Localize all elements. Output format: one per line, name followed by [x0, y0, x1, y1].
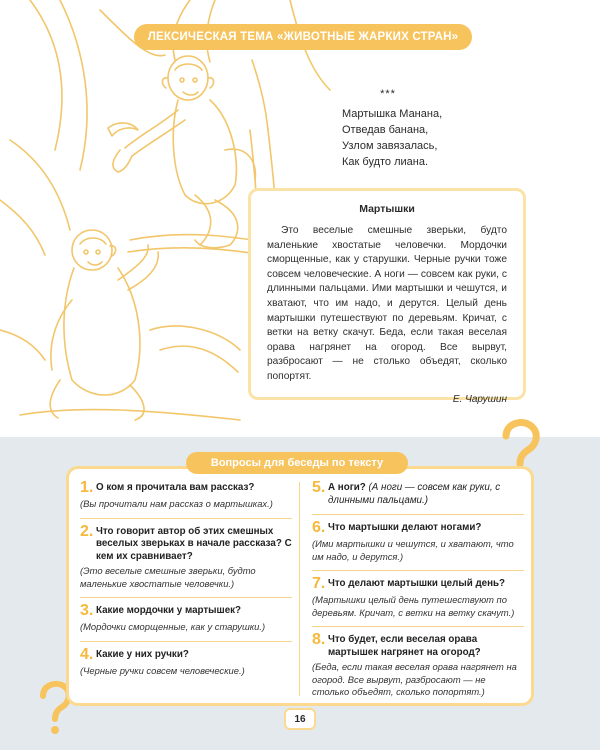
question-number: 5.: [312, 479, 326, 496]
question-number: 4.: [80, 645, 94, 663]
question-answer: (Черные ручки совсем человеческие.): [80, 664, 245, 676]
poem-line: Отведав банана,: [342, 124, 429, 136]
question-answer: (Беда, если такая веселая орава нагрянет на огород. Все вырвут, разбросают — не столько объедят, сколько попортят.): [312, 661, 517, 697]
poem-line: Как будто лиана.: [342, 156, 429, 168]
monkey-body: [173, 100, 236, 204]
poem: [342, 86, 502, 170]
question-item: [312, 631, 524, 706]
question-answer: (Ими мартышки и чешутся, и хватают, что им надо, и дерутся.): [312, 538, 514, 562]
question-text: Что делают мартышки целый день?: [328, 578, 506, 589]
story-card: [248, 188, 526, 405]
question-item: [312, 519, 524, 571]
question-item: [80, 645, 292, 685]
question-number: 6.: [312, 519, 326, 536]
question-answer: (Мартышки целый день путешествуют по деревьям. Кричат, с ветки на ветку скачут.): [312, 594, 515, 618]
question-text: Что будет, если веселая орава мартышек нагрянет на огород?: [328, 634, 481, 658]
palm-leaf: [60, 0, 87, 170]
question-item: [80, 602, 292, 642]
question-text: А ноги?: [328, 482, 366, 493]
poem-separator: ***: [380, 88, 396, 100]
question-answer: (А ноги — совсем как руки, с длинными пальцами.): [328, 482, 501, 506]
question-text: Какие мордочки у мартышек?: [96, 605, 242, 616]
page-number: 16: [284, 708, 316, 730]
poem-line: Узлом завязалась,: [342, 140, 438, 152]
question-text: О ком я прочитала вам рассказ?: [96, 482, 255, 493]
questions-title: Вопросы для беседы по тексту: [186, 452, 408, 474]
question-answer: (Мордочки сморщенные, как у старушки.): [80, 621, 266, 632]
monkey-body: [64, 268, 140, 395]
poem-line: Мартышка Манана,: [342, 108, 443, 120]
question-answer: (Вы прочитали нам рассказ о мартышках.): [80, 498, 273, 509]
palm-leaf: [30, 0, 62, 150]
questions-left-column: [80, 479, 292, 691]
story-title: Мартышки: [359, 203, 415, 215]
question-number: 3.: [80, 602, 94, 619]
question-item: [80, 479, 292, 519]
questions-right-column: [312, 479, 524, 713]
monkey-head: [168, 56, 208, 100]
question-item: [312, 479, 524, 515]
palm-leaf: [0, 200, 45, 255]
question-text: Что говорит автор об этих смешных веселых зверьках в начале рассказа? С кем их сравнивает?: [96, 525, 292, 562]
question-text: Что мартышки делают ногами?: [328, 522, 482, 533]
question-number: 2.: [80, 522, 94, 540]
story-text: Это веселые смешные зверьки, будто маленькие хвостатые человечки. Мордочки сморщенные, как у старушки. Черные ручки тоже совсем человеческие. А ноги — совсем как руки, с длинными пальцами. Ими мартышки и чешутся, и хватают, что им надо, и дерутся. Целый день мартышки путешествуют по деревьям. Кричат, с ветки на ветку скачут. Беда, если такая веселая орава нагрянет на огород. Все вырвут, разбросают — не столько объедят, сколько попортят.: [267, 225, 507, 382]
topic-banner: ЛЕКСИЧЕСКАЯ ТЕМА «ЖИВОТНЫЕ ЖАРКИХ СТРАН»: [134, 24, 472, 50]
question-item: [312, 575, 524, 627]
question-number: 7.: [312, 575, 326, 592]
question-answer: (Это веселые смешные зверьки, будто маленькие хвостатые человечки.): [80, 565, 256, 589]
question-number: 8.: [312, 631, 326, 648]
question-item: [80, 522, 292, 599]
column-divider: [299, 482, 300, 696]
question-number: 1.: [80, 479, 94, 496]
banana: [108, 123, 138, 136]
tree-trunk: [252, 60, 268, 130]
question-text: Какие у них ручки?: [96, 648, 189, 660]
story-author: Е. Чарушин: [452, 393, 507, 405]
